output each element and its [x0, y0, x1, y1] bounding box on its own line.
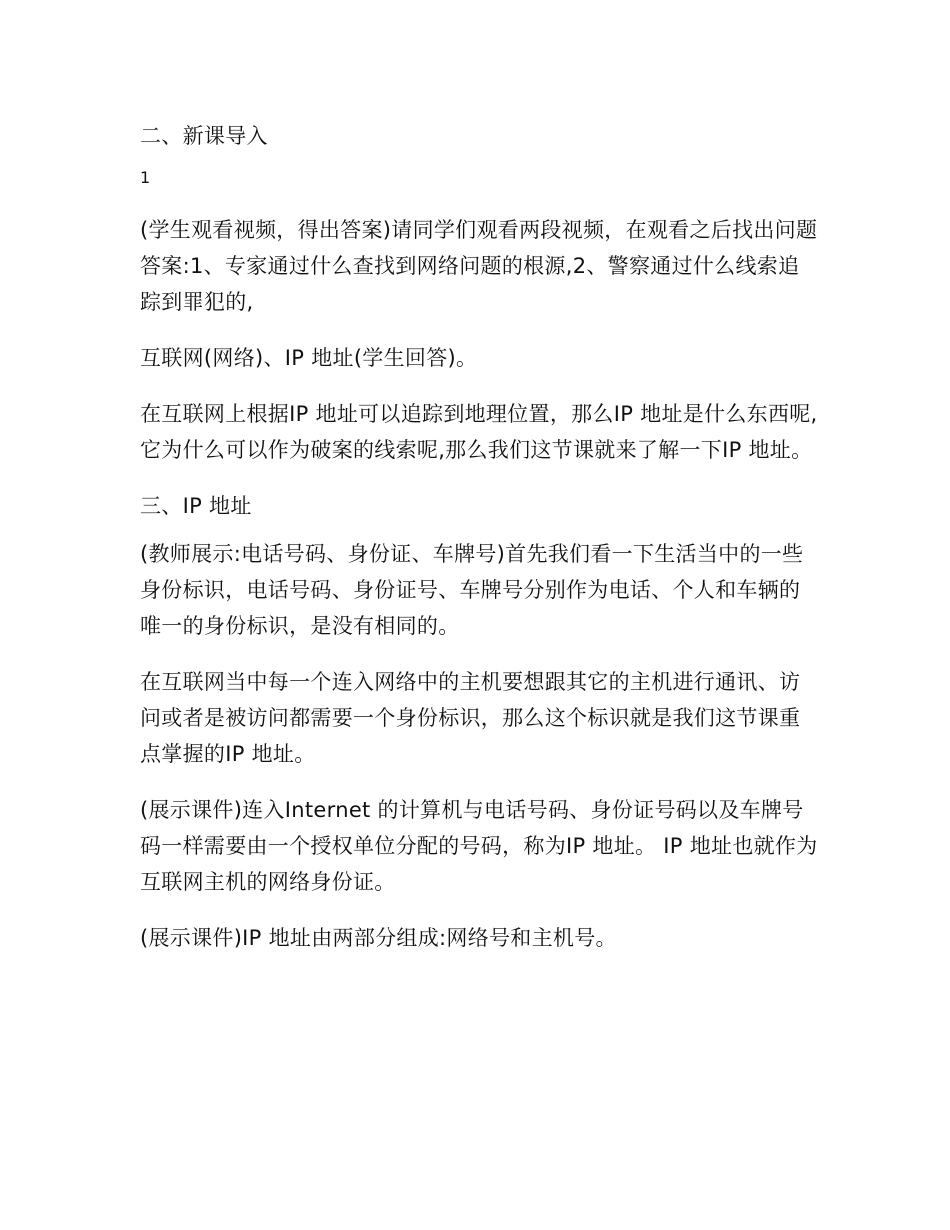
paragraph-ip-definition: (展示课件)连入Internet 的计算机与电话号码、身份证号码以及车牌号码一样需要由一个授权单位分配的号码，称为IP 地址。 IP 地址也就作为互联网主机的网络身份证。: [140, 798, 818, 894]
section-heading-ip-address: 三、IP 地址: [140, 494, 252, 518]
paragraph-ip-structure: (展示课件)IP 地址由两部分组成:网络号和主机号。: [140, 926, 617, 950]
paragraph-student-answer: 互联网(网络)、IP 地址(学生回答)。: [140, 346, 478, 370]
document-body: [140, 118, 820, 976]
paragraph-video-question: (学生观看视频，得出答案)请同学们观看两段视频，在观看之后找出问题答案:1、专家通过什么查找到网络问题的根源,2、警察通过什么线索追踪到罪犯的,: [140, 218, 818, 314]
section-heading-new-lesson: 二、新课导入: [140, 124, 268, 148]
paragraph-host-identity: 在互联网当中每一个连入网络中的主机要想跟其它的主机进行通讯、访问或者是被访问都需要一个身份标识，那么这个标识就是我们这节课重点掌握的IP 地址。: [140, 670, 801, 766]
paragraph-identity-examples: (教师展示:电话号码、身份证、车牌号)首先我们看一下生活当中的一些身份标识，电话号码、身份证号、车牌号分别作为电话、个人和车辆的唯一的身份标识，是没有相同的。: [140, 542, 804, 638]
paragraph-ip-intro: 在互联网上根据IP 地址可以追踪到地理位置，那么IP 地址是什么东西呢,它为什么可以作为破案的线索呢,那么我们这节课就来了解一下IP 地址。: [140, 402, 818, 462]
page-number: 1: [140, 168, 151, 187]
